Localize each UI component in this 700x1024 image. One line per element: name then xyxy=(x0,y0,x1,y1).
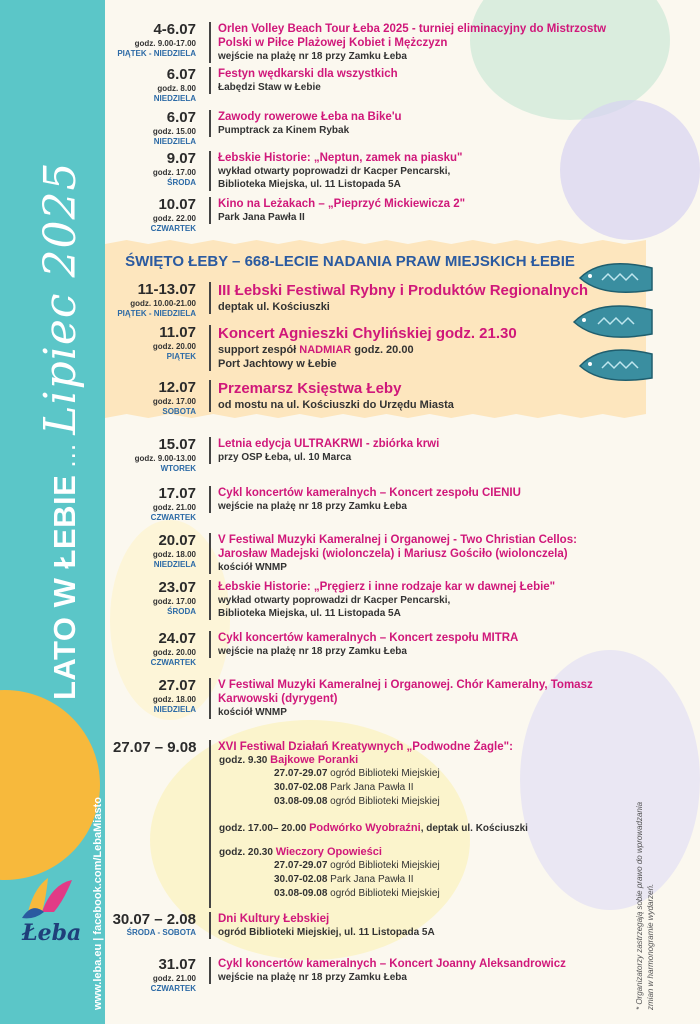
vertical-title xyxy=(35,162,86,700)
title-main: LATO W ŁEBIE xyxy=(47,474,82,700)
footer-links: www.leba.eu | facebook.com/LebaMiasto xyxy=(92,797,104,1010)
sun-shape xyxy=(0,690,100,880)
title-month: Lipiec 2025 xyxy=(35,161,86,435)
leba-logo xyxy=(18,872,84,952)
podwodne-block-1: godz. 9.30 Bajkowe Poranki xyxy=(219,754,359,766)
title-dots: … xyxy=(51,440,81,469)
event-title: Orlen Volley Beach Tour Łeba 2025 - turniej eliminacyjny do Mistrzostw Polski w Piłce Plażowej Kobiet i Mężczyzn xyxy=(218,23,607,49)
svg-text:Łeba: Łeba xyxy=(22,920,82,946)
podwodne-block-2: godz. 17.00– 20.00 Podwórko Wyobraźni, deptak ul. Kościuszki xyxy=(219,822,528,834)
event-place: wejście na plażę nr 18 przy Zamku Łeba xyxy=(218,51,407,62)
festival-heading: ŚWIĘTO ŁEBY – 668-LECIE NADANIA PRAW MIEJSKICH ŁEBIE xyxy=(125,253,575,270)
event-row: 27.07 – 9.08 XVI Festiwal Działań Kreatywnych „Podwodne Żagle": xyxy=(110,740,630,910)
disclaimer-note: * Organizatorzy zastrzegają sobie prawo do wprowadzania zmian w harmonogramie wydarzeń. xyxy=(635,801,655,1010)
event-date: 4-6.07 xyxy=(153,21,196,38)
sidebar xyxy=(0,0,105,1024)
podwodne-block-3: godz. 20.30 Wieczory Opowieści xyxy=(219,846,382,858)
